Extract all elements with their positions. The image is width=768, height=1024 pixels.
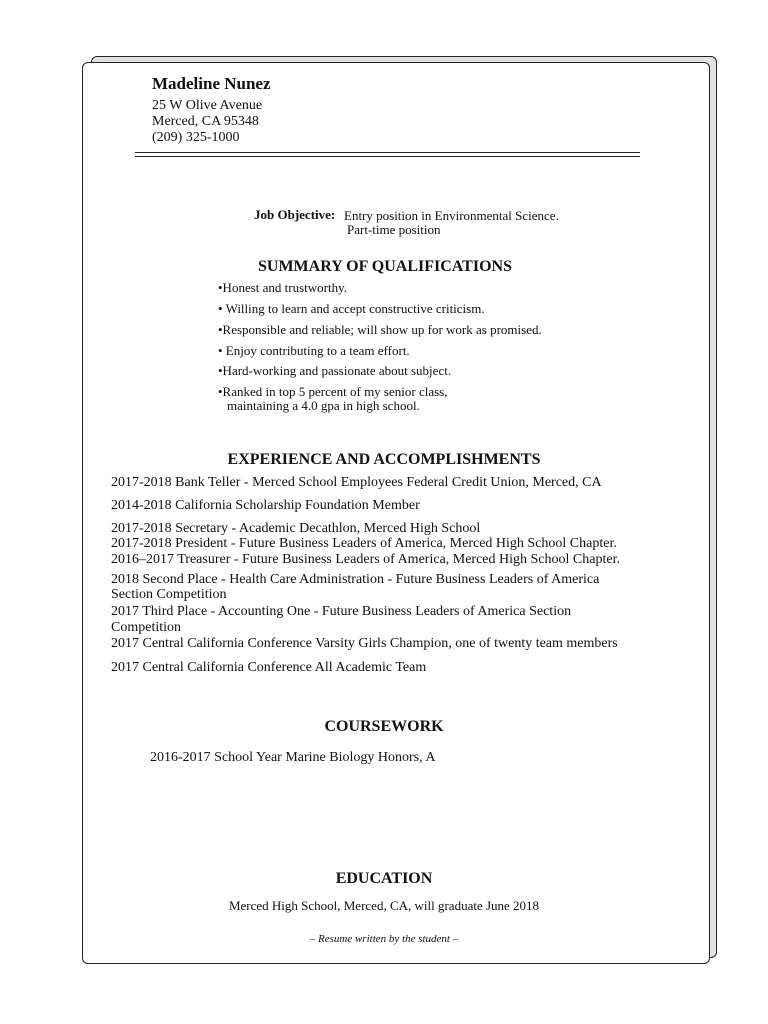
summary-item: •Ranked in top 5 percent of my senior class, bbox=[218, 384, 448, 399]
address-city: Merced, CA 95348 bbox=[152, 114, 259, 129]
experience-line-continuation: Section Competition bbox=[111, 587, 227, 602]
header-rule-bottom bbox=[135, 156, 640, 157]
education-line: Merced High School, Merced, CA, will graduate June 2018 bbox=[228, 898, 540, 913]
experience-line: 2017 Third Place - Accounting One - Future Business Leaders of America Section bbox=[111, 604, 572, 619]
header-rule-top bbox=[135, 152, 640, 153]
experience-line: 2014-2018 California Scholarship Foundation Member bbox=[111, 498, 420, 513]
summary-item: •Responsible and reliable; will show up for work as promised. bbox=[218, 322, 542, 337]
experience-line: 2018 Second Place - Health Care Administration - Future Business Leaders of America bbox=[111, 572, 600, 587]
summary-item: • Enjoy contributing to a team effort. bbox=[218, 343, 410, 358]
summary-heading: SUMMARY OF QUALIFICATIONS bbox=[258, 258, 512, 275]
objective-line-1: Entry position in Environmental Science. bbox=[344, 208, 559, 223]
summary-item: • Willing to learn and accept constructive criticism. bbox=[218, 301, 485, 316]
summary-item: •Honest and trustworthy. bbox=[218, 280, 347, 295]
experience-line: 2017-2018 Secretary - Academic Decathlon, Merced High School bbox=[111, 521, 481, 536]
coursework-line: 2016-2017 School Year Marine Biology Honors, A bbox=[150, 750, 436, 765]
objective-label: Job Objective: bbox=[254, 207, 336, 222]
experience-line: 2016–2017 Treasurer - Future Business Leaders of America, Merced High School Chapter. bbox=[111, 552, 620, 567]
phone-number: (209) 325-1000 bbox=[152, 130, 240, 145]
education-heading: EDUCATION bbox=[335, 870, 433, 887]
experience-line-continuation: Competition bbox=[111, 620, 181, 635]
summary-item: •Hard-working and passionate about subject. bbox=[218, 363, 452, 378]
experience-heading: EXPERIENCE AND ACCOMPLISHMENTS bbox=[227, 451, 541, 468]
experience-line: 2017 Central California Conference Varsity Girls Champion, one of twenty team members bbox=[111, 636, 618, 651]
experience-line: 2017-2018 President - Future Business Leaders of America, Merced High School Chapter. bbox=[111, 536, 617, 551]
experience-line: 2017 Central California Conference All Academic Team bbox=[111, 660, 427, 675]
address-street: 25 W Olive Avenue bbox=[152, 98, 263, 113]
experience-line: 2017-2018 Bank Teller - Merced School Employees Federal Credit Union, Merced, CA bbox=[111, 475, 602, 490]
summary-item-continuation: maintaining a 4.0 gpa in high school. bbox=[227, 398, 420, 413]
coursework-heading: COURSEWORK bbox=[324, 718, 444, 735]
applicant-name: Madeline Nunez bbox=[152, 74, 271, 93]
objective-line-2: Part-time position bbox=[347, 222, 441, 237]
footer-note: – Resume written by the student – bbox=[309, 933, 459, 945]
